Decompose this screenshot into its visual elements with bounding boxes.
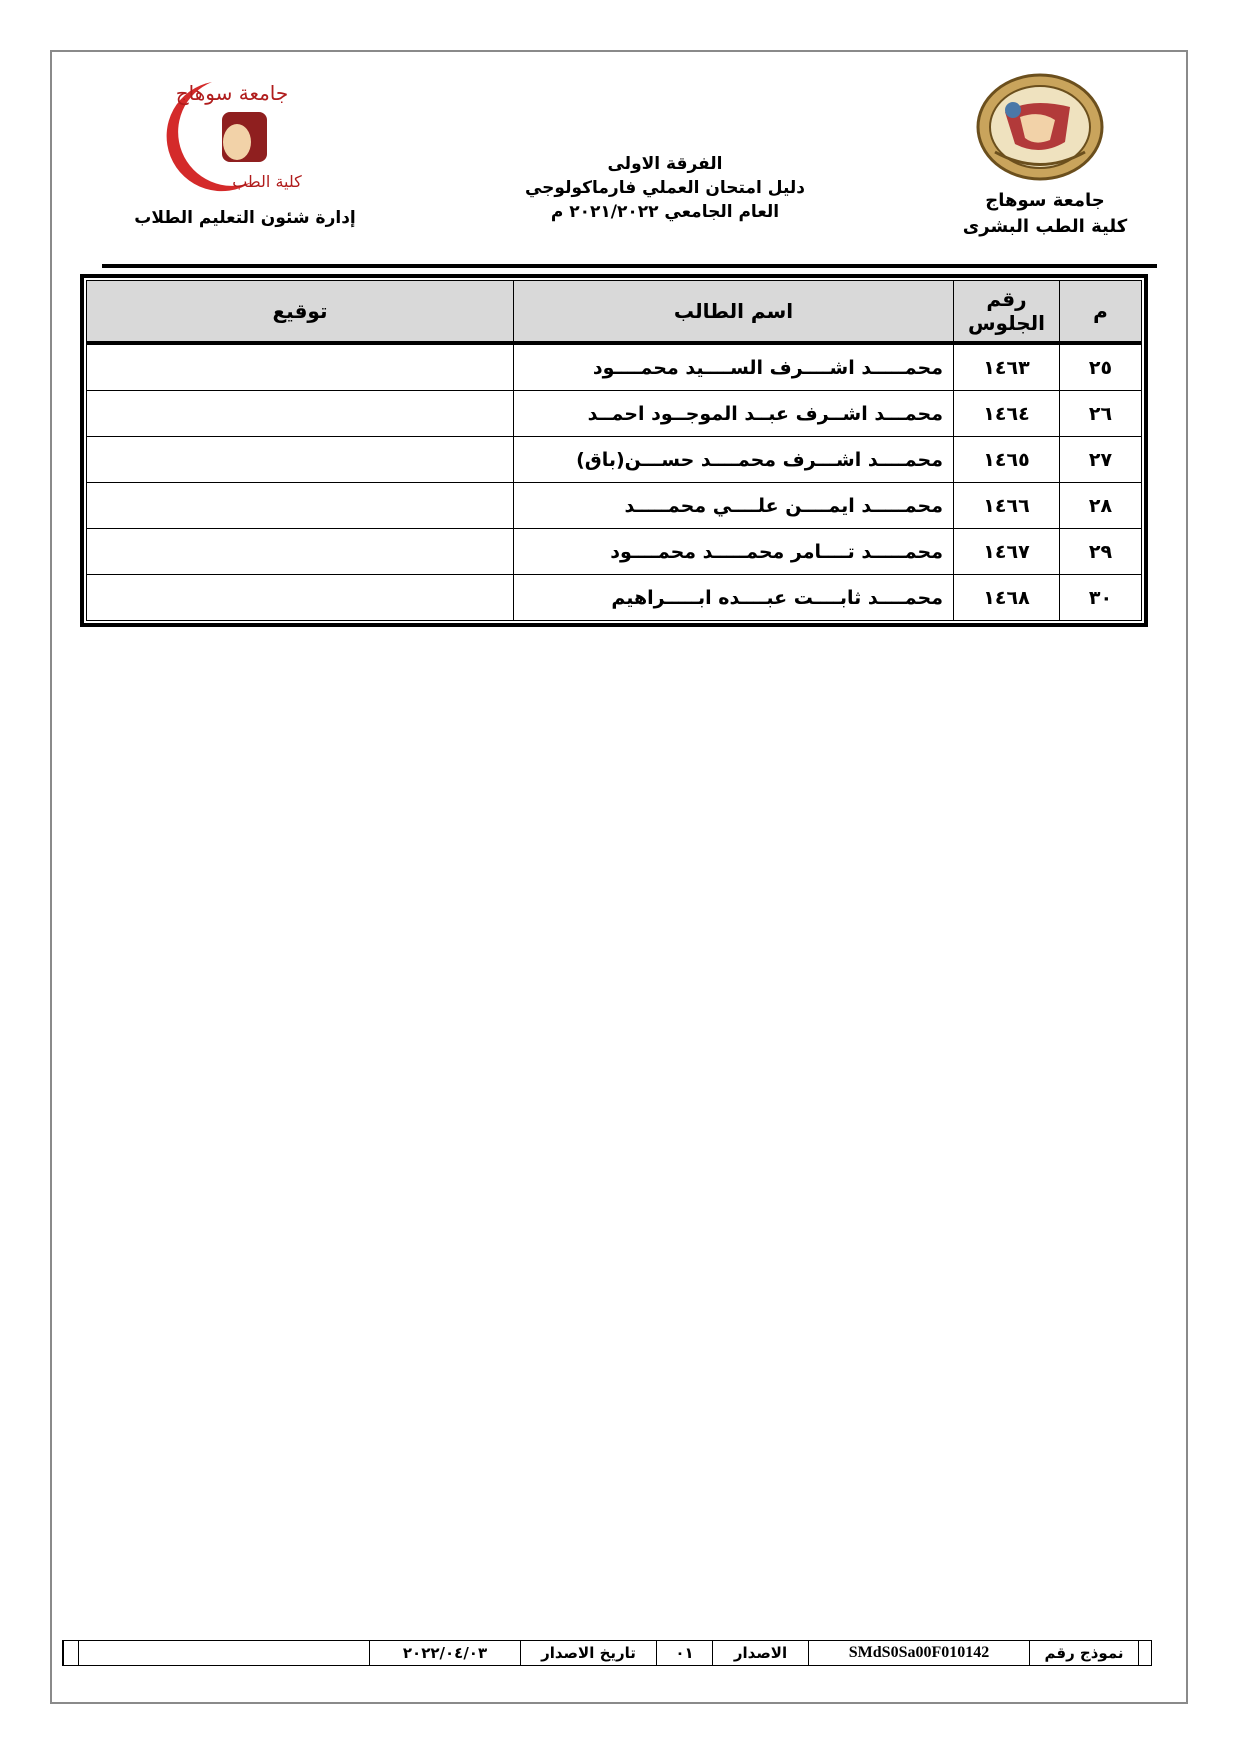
header-index: م (1060, 281, 1142, 344)
faculty-name: كلية الطب البشرى (962, 216, 1128, 237)
row-signature-cell (87, 529, 514, 575)
footer-edge-right (1138, 1641, 1151, 1665)
logo-left-arc-text: جامعة سوهاج (175, 81, 289, 105)
document-title-block (500, 152, 830, 224)
row-index: ٣٠ (1060, 575, 1142, 621)
row-student-name: محمــــد ثابــــت عبــــده ابـــــراهيم (514, 575, 954, 621)
header-seat-line1: رقم (986, 287, 1027, 311)
row-index: ٢٨ (1060, 483, 1142, 529)
row-seat-number: ١٤٦٥ (954, 437, 1060, 483)
logo-left-bottom-text: كلية الطب (232, 172, 302, 191)
header-student-name: اسم الطالب (514, 281, 954, 344)
footer-form-code: SMdS0Sa00F010142 (808, 1641, 1029, 1665)
table-row (87, 483, 1142, 529)
row-seat-number: ١٤٦٤ (954, 391, 1060, 437)
row-index: ٢٩ (1060, 529, 1142, 575)
row-signature-cell (87, 437, 514, 483)
department-name: إدارة شئون التعليم الطلاب (134, 208, 356, 228)
row-student-name: محمــــد اشـــرف محمــــد حســـن(باق) (514, 437, 954, 483)
footer-version-label: الاصدار (712, 1641, 808, 1665)
footer-date-label: تاريخ الاصدار (520, 1641, 656, 1665)
row-signature-cell (87, 391, 514, 437)
row-index: ٢٥ (1060, 343, 1142, 391)
table-row (87, 529, 1142, 575)
table-row (87, 391, 1142, 437)
year-group: الفرقة الاولى (607, 154, 723, 174)
row-seat-number: ١٤٦٧ (954, 529, 1060, 575)
students-table (86, 280, 1142, 621)
table-header-row (87, 281, 1142, 344)
header-signature: توقيع (87, 281, 514, 344)
footer-date-value: ٢٠٢٢/٠٤/٠٣ (369, 1641, 520, 1665)
row-signature-cell (87, 575, 514, 621)
academic-year: العام الجامعي ٢٠٢١/٢٠٢٢ م (550, 202, 780, 222)
document-footer (62, 1640, 1152, 1666)
row-seat-number: ١٤٦٨ (954, 575, 1060, 621)
footer-form-label: نموذج رقم (1029, 1641, 1138, 1665)
row-signature-cell (87, 483, 514, 529)
row-seat-number: ١٤٦٣ (954, 343, 1060, 391)
row-student-name: محمـــد اشــرف عبــد الموجــود احمــد (514, 391, 954, 437)
row-student-name: محمـــــد تــــامر محمـــــد محمــــود (514, 529, 954, 575)
footer-version-value: ٠١ (656, 1641, 712, 1665)
header-divider (102, 264, 1157, 268)
university-name: جامعة سوهاج (985, 190, 1105, 211)
table-row (87, 437, 1142, 483)
footer-edge-left (63, 1641, 78, 1665)
university-block (955, 188, 1135, 240)
table-row (87, 575, 1142, 621)
row-signature-cell (87, 343, 514, 391)
table-row (87, 343, 1142, 391)
header-seat-line2: الجلوس (967, 311, 1046, 335)
row-index: ٢٦ (1060, 391, 1142, 437)
row-seat-number: ١٤٦٦ (954, 483, 1060, 529)
university-seal-logo (975, 72, 1105, 182)
row-student-name: محمـــــد ايمــــن علــــي محمـــــد (514, 483, 954, 529)
footer-empty-cell (78, 1641, 369, 1665)
faculty-logo (112, 72, 312, 197)
students-table-frame (80, 274, 1148, 627)
header-seat-number (954, 281, 1060, 344)
row-index: ٢٧ (1060, 437, 1142, 483)
row-student-name: محمـــــد اشــــرف الســــيد محمــــود (514, 343, 954, 391)
exam-title: دليل امتحان العملي فارماكولوجي (524, 178, 805, 198)
